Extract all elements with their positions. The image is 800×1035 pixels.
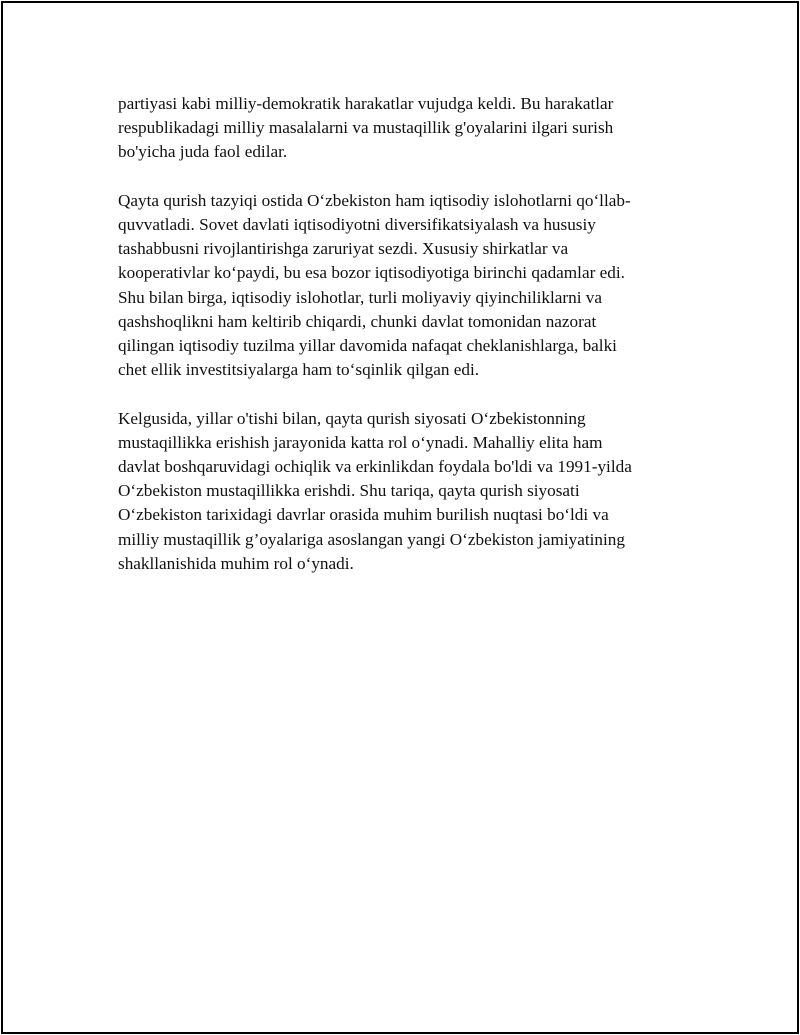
document-body (118, 92, 678, 600)
text-line: shakllanishida muhim rol o‘ynadi. (118, 553, 354, 573)
text-line: partiyasi kabi milliy-demokratik harakatlar vujudga keldi. Bu harakatlar (118, 94, 614, 113)
text-line: mustaqillikka erishish jarayonida katta rol o‘ynadi. Mahalliy elita ham (118, 432, 603, 452)
text-line: O‘zbekiston mustaqillikka erishdi. Shu tariqa, qayta qurish siyosati (118, 481, 580, 501)
text-line: Shu bilan birga, iqtisodiy islohotlar, turli moliyaviy qiyinchiliklarni va (118, 287, 603, 307)
text-line: chet ellik investitsiyalarga ham to‘sqinlik qilgan edi. (118, 360, 480, 380)
text-line: quvvatladi. Sovet davlati iqtisodiyotni diversifikatsiyalash va hususiy (118, 215, 596, 234)
text-line: respublikadagi milliy masalalarni va mustaqillik g'oyalarini ilgari surish (118, 118, 614, 138)
text-line: O‘zbekiston tarixidagi davrlar orasida muhim burilish nuqtasi bo‘ldi va (118, 505, 609, 525)
text-line: Kelgusida, yillar o'tishi bilan, qayta qurish siyosati O‘zbekistonning (118, 408, 586, 428)
paragraph-1 (118, 92, 678, 165)
paragraph-3 (118, 407, 678, 576)
text-line: Qayta qurish tazyiqi ostida O‘zbekiston ham iqtisodiy islohotlarni qo‘llab- (118, 190, 631, 210)
text-line: qilingan iqtisodiy tuzilma yillar davomida nafaqat cheklanishlarga, balki (118, 336, 617, 356)
text-line: bo'yicha juda faol edilar. (118, 142, 288, 162)
text-line: kooperativlar ko‘paydi, bu esa bozor iqtisodiyotiga birinchi qadamlar edi. (118, 263, 625, 283)
text-line: qashshoqlikni ham keltirib chiqardi, chunki davlat tomonidan nazorat (118, 311, 597, 331)
text-line: davlat boshqaruvidagi ochiqlik va erkinlikdan foydala bo'ldi va 1991-yilda (118, 457, 632, 477)
text-line: tashabbusni rivojlantirishga zaruriyat sezdi. Xususiy shirkatlar va (118, 239, 569, 259)
text-line: milliy mustaqillik g’oyalariga asoslangan yangi O‘zbekiston jamiyatining (118, 529, 625, 549)
paragraph-2 (118, 189, 678, 383)
